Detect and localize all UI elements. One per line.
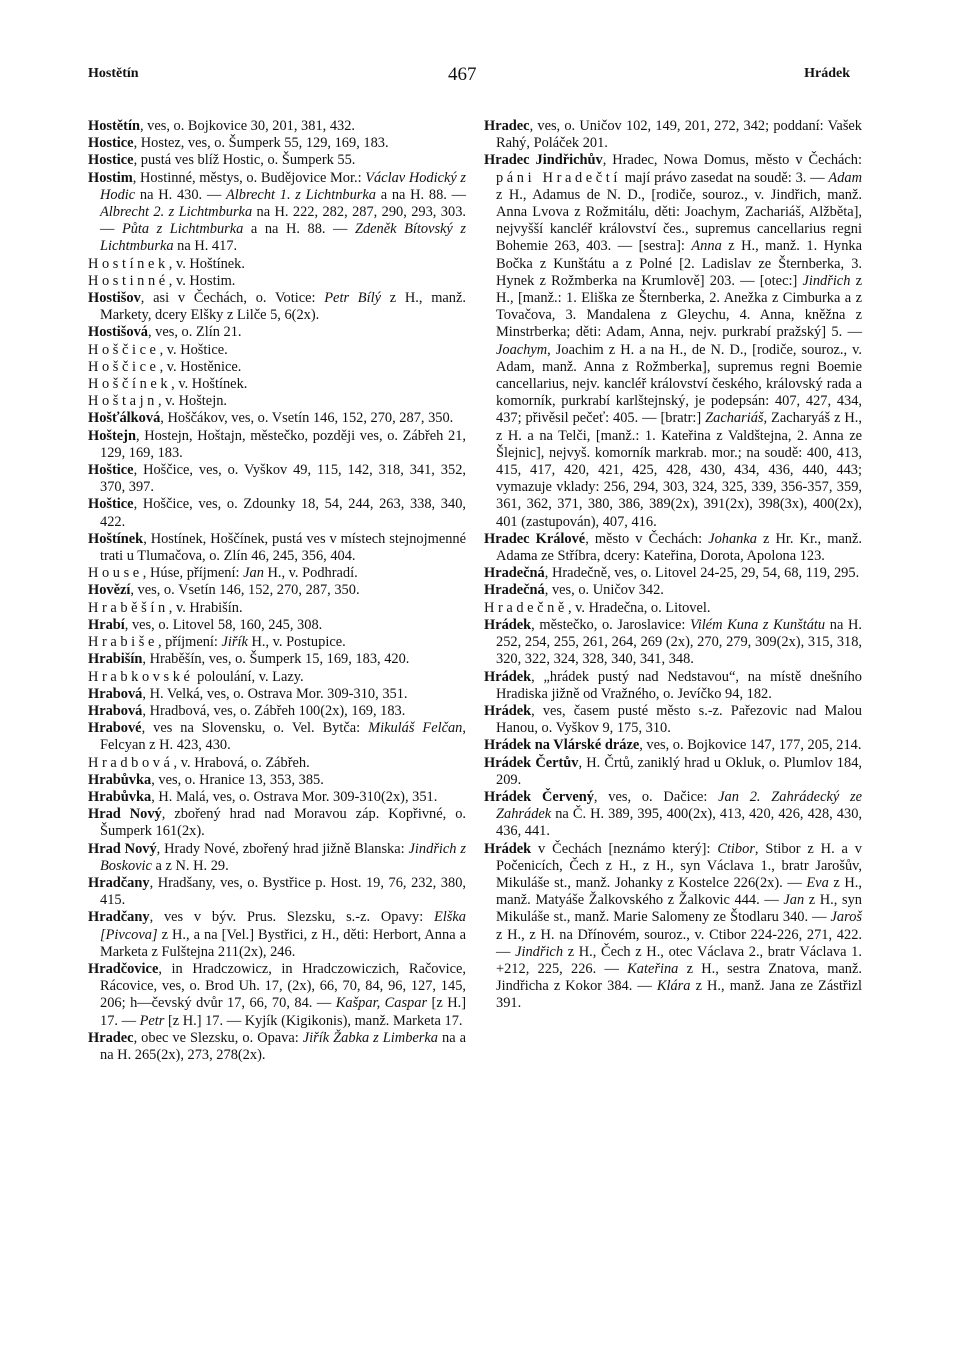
index-entry: [484, 841, 862, 1013]
entry-text: poloulání, v. Lazy.: [193, 668, 304, 685]
entry-text: , ves, o. Hranice 13, 353, 385.: [151, 771, 324, 788]
entry-text: z H., [manž.: 1. Eliška ze Šternberka, 2. Anežka z Cimburka a z Tovačova, 3. Mandalena z Gleychu, 4. Anna, kněžna z Minstrberka; děti: Adam, Anna, nejv. purkrabí pražský] 5. —: [496, 272, 862, 341]
entry-text: Eva: [806, 874, 829, 891]
entry-headword: Hostišov: [88, 290, 141, 307]
index-entry: [88, 686, 466, 703]
entry-text: , Hrady Nové, zbořený hrad jižně Blanska:: [156, 840, 409, 857]
entry-text: z H., manž. Markety, dcery Elšky z Lilče 5, 6(2x).: [100, 290, 466, 324]
index-entry: [484, 600, 862, 617]
index-column-left: [88, 118, 466, 1064]
entry-headword: Hostínek: [88, 255, 169, 272]
entry-text: z H., Adamus de N. D., [rodiče, souroz., v. Jindřich, manž. Anna Lvova z Rožmitálu, děti: Joachym, Zachariáš, Alžběta], nejvyšší kancléř království čes., supremus cancellarius regni Bohemie 263, 403. — [sestra]:: [496, 186, 862, 255]
entry-headword: Hradčany: [88, 909, 150, 926]
entry-text: Johanka: [708, 530, 757, 547]
entry-headword: Hoštice: [88, 496, 134, 513]
index-entry: [88, 1030, 466, 1064]
entry-text: , ves, o. Zlín 21.: [147, 324, 242, 341]
entry-headword: Hradečná: [484, 565, 545, 582]
entry-headword: Hrabůvka: [88, 788, 152, 805]
entry-text: Zachariáš: [705, 410, 764, 427]
entry-headword: Hrádek: [484, 616, 532, 633]
entry-text: , ves, o. Vsetín 146, 152, 270, 287, 350.: [130, 582, 360, 599]
entry-text: , Hradbová, ves, o. Zábřeh 100(2x), 169, 183.: [142, 702, 406, 719]
entry-text: , ves na Slovensku, o. Vel. Bytča:: [141, 720, 369, 737]
index-entry: [88, 772, 466, 789]
entry-text: Jan 2. Zahrádecký ze Zahrádek: [496, 788, 862, 823]
entry-text: , v. Hostim.: [168, 272, 236, 289]
entry-text: , H. Črtů, zaniklý hrad u Okluk, o. Plumlov 184, 209.: [496, 754, 862, 788]
entry-headword: Hradčovice: [88, 960, 159, 977]
entry-headword: Hrabišín: [88, 651, 143, 668]
entry-text: mají právo zasedat na soudě: 3. —: [620, 169, 829, 186]
index-entry: [88, 651, 466, 668]
entry-text: , ves, o. Bojkovice 147, 177, 205, 214.: [639, 737, 862, 754]
index-entry: [484, 737, 862, 754]
entry-text: z H., z H. na Dřínovém, souroz., v. Ctibor 224-226, 271, 422. —: [496, 926, 862, 960]
entry-text: , H. Malá, ves, o. Ostrava Mor. 309-310(2x), 351.: [151, 788, 438, 805]
entry-headword: Hoštínek: [88, 530, 144, 547]
index-entry: [88, 428, 466, 462]
index-entry: [484, 789, 862, 841]
entry-text: na H. 222, 282, 287, 290, 293, 303. —: [100, 204, 466, 238]
entry-text: , Zacharyáš z H., z H. a na Telči, [manž.: 1. Kateřina z Valdštejna, 2. Anna ze Šlejnic], nejvyš. komorník markrab. mor.; na soudě: 400, 413, 415, 417, 420, 421, 425, 428, 430, 434, 436, 440, 443; vymazuje vklady: 256, 294, 303, 324, 325, 339, 356-357, 359, 361, 362, 371, 380, 386, 389(2x), 391(2x), 398(3x), 400(2x), 401 (zastupován), 407, 416.: [496, 410, 862, 530]
entry-text: Jindřich: [802, 272, 851, 289]
index-entry: [88, 531, 466, 565]
entry-text: Kateřina: [627, 960, 679, 977]
entry-headword: Hradec: [484, 118, 530, 134]
index-entry: [88, 909, 466, 961]
entry-text: , v. Hoštice.: [159, 341, 228, 358]
entry-text: Jiřík Žabka z Limberka: [302, 1029, 438, 1046]
index-entry: [88, 118, 466, 135]
index-entry: [88, 841, 466, 875]
entry-headword: páni Hradečtí: [496, 169, 621, 186]
page-header: [88, 66, 850, 88]
entry-headword: Hrabové: [88, 720, 142, 737]
entry-headword: Hrabová: [88, 702, 143, 719]
entry-headword: Hrabkovské: [88, 668, 194, 685]
entry-text: na H. 417.: [173, 238, 238, 255]
page-number: 467: [448, 64, 477, 85]
index-entry: [88, 359, 466, 376]
entry-text: , pustá ves blíž Hostic, o. Šumperk 55.: [133, 152, 356, 169]
entry-text: , Hostez, ves, o. Šumperk 55, 129, 169, 183.: [133, 135, 389, 152]
index-entry: [88, 703, 466, 720]
entry-text: H., v. Podhradí.: [263, 565, 358, 582]
entry-text: , Hoščice, ves, o. Vyškov 49, 115, 142, 318, 341, 352, 370, 397.: [100, 462, 466, 496]
entry-text: , ves, o. Litovel 58, 160, 245, 308.: [124, 616, 323, 633]
entry-text: v Čechách [neznámo který]:: [531, 840, 718, 857]
entry-text: , zbořený hrad nad Moravou záp. Kopřivné, o. Šumperk 161(2x).: [100, 806, 466, 840]
entry-text: Petr: [139, 1012, 165, 1029]
entry-text: Albrecht 1. z Lichtnburka: [226, 186, 376, 203]
entry-text: , ves, o. Dačice:: [593, 788, 719, 805]
entry-text: , v. Hoštínek.: [168, 255, 245, 272]
entry-text: a z N. H. 29.: [151, 857, 229, 874]
entry-headword: Hrad Nový: [88, 840, 157, 857]
entry-text: Joachym: [496, 341, 548, 358]
entry-text: , Hraběšín, ves, o. Šumperk 15, 169, 183, 420.: [142, 651, 410, 668]
index-entry: [88, 152, 466, 169]
entry-text: Jindřich: [515, 943, 564, 960]
entry-text: Zdeněk Bítovský z Lichtmburka: [100, 221, 466, 255]
index-entry: [88, 290, 466, 324]
index-entry: [88, 496, 466, 530]
index-entry: [484, 669, 862, 703]
entry-headword: Hradec: [88, 1029, 134, 1046]
index-entry: [88, 135, 466, 152]
entry-text: , Hoščákov, ves, o. Vsetín 146, 152, 270, 287, 350.: [160, 410, 454, 427]
index-entry: [484, 152, 862, 530]
entry-headword: Hradčany: [88, 874, 150, 891]
entry-text: na a na H. 265(2x), 273, 278(2x).: [100, 1029, 466, 1063]
entry-headword: Hradbová: [88, 754, 174, 771]
entry-text: , in Hradczowicz, in Hradczowiczich, Račovice, Rácovice, ves, o. Brod Uh. 17, (2x), 66, 70, 84, 96, 127, 145, 206; h—čevský dvůr 17, 66, 70, 84. —: [100, 960, 466, 1012]
entry-headword: Hostim: [88, 169, 133, 186]
index-entry: [88, 789, 466, 806]
entry-headword: Hoščice: [88, 341, 160, 358]
entry-text: Adam: [828, 169, 862, 186]
index-entry: [88, 170, 466, 256]
entry-text: , obec ve Slezsku, o. Opava:: [133, 1029, 303, 1046]
index-entry: [484, 565, 862, 582]
entry-text: z H., manž. 1. Hynka Bočka z Kunštátu a z Polné [2. Ladislav ze Šternberka, 3. Hynek z Rožmberka na Krumlově] 203. — [otec:]: [496, 238, 862, 289]
index-entry: [88, 600, 466, 617]
entry-text: , ves, o. Uničov 102, 149, 201, 272, 342; poddaní: Vašek Rahý, Poláček 201.: [496, 118, 862, 152]
index-entry: [484, 118, 862, 152]
entry-headword: Hradec Jindřichův: [484, 152, 603, 169]
entry-headword: House: [88, 565, 143, 582]
index-entry: [484, 582, 862, 599]
entry-text: , Hoščice, ves, o. Zdounky 18, 54, 244, 263, 338, 340, 422.: [100, 496, 466, 530]
entry-text: Petr Bílý: [324, 290, 381, 307]
entry-text: , asi v Čechách, o. Votice:: [140, 290, 325, 307]
index-entry: [88, 875, 466, 909]
running-head-left: Hostětín: [88, 66, 139, 81]
entry-headword: Hostice: [88, 135, 134, 152]
entry-text: , příjmení:: [157, 634, 222, 651]
index-entry: [88, 393, 466, 410]
entry-headword: Hrádek: [484, 840, 532, 857]
entry-text: , Hradečně, ves, o. Litovel 24-25, 29, 54, 68, 119, 295.: [544, 565, 860, 582]
entry-text: H., v. Postupice.: [247, 634, 346, 651]
index-entry: [88, 462, 466, 496]
entry-text: , městečko, o. Jaroslavice:: [531, 616, 690, 633]
entry-headword: Hoščice: [88, 358, 160, 375]
entry-headword: Hrabiše: [88, 634, 158, 651]
entry-headword: Hoštejn: [88, 427, 136, 444]
entry-headword: Hrádek Čertův: [484, 754, 579, 771]
entry-text: , H. Velká, ves, o. Ostrava Mor. 309-310, 351.: [142, 685, 408, 702]
entry-headword: Hošťálková: [88, 410, 161, 427]
entry-headword: Hostětín: [88, 118, 140, 134]
entry-text: z H., manž. Matyáše Žalkovského z Žalkovic 444. —: [496, 874, 862, 909]
entry-text: Jindřich z Boskovic: [100, 840, 467, 874]
index-entry: [484, 617, 862, 669]
entry-headword: Hrad Nový: [88, 806, 162, 823]
index-entry: [88, 273, 466, 290]
entry-text: , v. Hrabišín.: [168, 599, 243, 616]
index-column-right: [484, 118, 862, 1013]
entry-text: [z H.] 17. —: [100, 995, 466, 1029]
entry-headword: Hrádek Červený: [484, 788, 594, 805]
entry-text: na Č. H. 389, 395, 400(2x), 413, 420, 426, 428, 430, 436, 441.: [496, 806, 862, 840]
entry-text: Albrecht 2. z Lichtmburka: [100, 204, 253, 221]
entry-text: , Hostínek, Hoščínek, pustá ves v místech stejnojmenné trati u Tlumačova, o. Zlín 46, 245, 356, 404.: [100, 530, 466, 565]
entry-text: , Hradšany, ves, o. Bystřice p. Host. 19, 76, 232, 380, 415.: [100, 874, 466, 909]
entry-text: Vilém Kuna z Kunštátu: [689, 616, 826, 633]
entry-text: , Hradec, Nowa Domus, město v Čechách:: [602, 152, 862, 169]
entry-headword: Hrabí: [88, 616, 125, 633]
entry-text: Václav Hodický z Hodic: [100, 169, 466, 203]
entry-text: , Stibor z H. a v Počenicích, Čech z H., z H., syn Václava 1., bratr Jarošův, Mikuláše st., manž. Johanky z Kostelce 226(2x). —: [496, 840, 862, 891]
index-entry: [88, 376, 466, 393]
entry-headword: Hrádek: [484, 702, 532, 719]
entry-headword: Hostinné: [88, 272, 169, 289]
entry-text: , ves v býv. Prus. Slezsku, s.-z. Opavy:: [149, 909, 435, 926]
index-entry: [484, 703, 862, 737]
entry-text: , ves, časem pusté město s.-z. Pařezovic nad Malou Hanou, o. Vyškov 9, 175, 310.: [496, 702, 862, 737]
entry-text: z Hr. Kr., manž. Adama ze Stříbra, dcery: Kateřina, Dorota, Apolona 123.: [496, 530, 862, 565]
index-entry: [88, 617, 466, 634]
entry-text: , Felcyan z H. 423, 430.: [100, 720, 466, 754]
index-entry: [88, 755, 466, 772]
entry-text: , v. Hoštínek.: [171, 376, 248, 393]
entry-headword: Hoštice: [88, 462, 134, 479]
entry-text: Mikuláš Felčan: [368, 720, 463, 737]
index-entry: [484, 755, 862, 789]
entry-text: Anna: [691, 238, 722, 255]
index-entry: [88, 342, 466, 359]
entry-text: Elška [Pivcova]: [100, 909, 466, 943]
entry-headword: Hraběšín: [88, 599, 169, 616]
entry-text: , „hrádek pustý nad Nedstavou“, na místě dnešního Hradiska jižně od Vražného, o. Jevíčko 94, 182.: [496, 668, 862, 702]
entry-text: z H., syn Mikuláše st., manž. Marie Salomeny ze Štodlaru 340. —: [496, 892, 862, 926]
entry-text: na H. 430. —: [135, 186, 226, 203]
entry-headword: Hrádek na Vlárské dráze: [484, 737, 640, 754]
entry-headword: Hrabová: [88, 685, 143, 702]
entry-text: , Húse, příjmení:: [142, 565, 244, 582]
index-entry: [88, 582, 466, 599]
entry-text: z H., Čech z H., otec Václava 2., bratr Václava 1. +212, 225, 226. —: [496, 943, 862, 977]
entry-headword: Hostice: [88, 152, 134, 169]
entry-headword: Hoščínek: [88, 376, 172, 393]
entry-text: a na H. 88. —: [243, 221, 355, 238]
entry-text: z H., a na [Vel.] Bystřici, z H., děti: Herbort, Anna a Marketa z Fulštejna 211(2x), 246.: [100, 926, 466, 960]
entry-headword: Hovězí: [88, 582, 131, 599]
entry-text: z H., manž. Jana ze Zástřizl 391.: [496, 978, 862, 1012]
entry-text: Jan: [243, 565, 264, 582]
entry-text: z H., sestra Znatova, manž. Jindřicha z Kokor 384. —: [496, 960, 862, 995]
entry-text: , Hostejn, Hoštajn, městečko, později ves, o. Zábřeh 21, 129, 169, 183.: [100, 427, 466, 461]
entry-text: [z H.] 17. — Kyjík (Kigikonis), manž. Marketa 17.: [164, 1012, 463, 1029]
entry-text: , v. Hoštejn.: [157, 393, 227, 410]
entry-headword: Hrádek: [484, 668, 532, 685]
entry-text: Jiřík: [221, 634, 248, 651]
entry-text: , město v Čechách:: [585, 530, 709, 547]
running-head-right: Hrádek: [804, 66, 850, 81]
entry-text: , Hostinné, městys, o. Budějovice Mor.:: [132, 169, 366, 186]
index-entry: [88, 961, 466, 1030]
entry-text: , v. Hrabová, o. Zábřeh.: [173, 754, 310, 771]
entry-text: Jaroš: [830, 909, 862, 926]
entry-text: na H. 252, 254, 255, 261, 264, 269 (2x), 270, 279, 309(2x), 315, 318, 320, 322, 324, 328, 340, 341, 348.: [496, 616, 862, 668]
index-entry: [88, 410, 466, 427]
entry-headword: Hostišová: [88, 324, 148, 341]
index-entry: [88, 669, 466, 686]
entry-text: a na H. 88. —: [375, 186, 467, 203]
entry-headword: Hradečně: [484, 599, 568, 616]
entry-text: , v. Hostěnice.: [159, 358, 242, 375]
entry-text: , Joachim z H. a na H., de N. D., [rodiče, souroz., v. Adam, manž. Anna z Rožmberka], supremus regni Boemie cancellarius, nejv. kancléř království českého, královský rada a komorník, purkrabí karlštejnský, je podepsán: 407, 427, 434, 437; přivěsil pečeť: 405. — [bratr:]: [496, 341, 862, 427]
entry-headword: Hradečná: [484, 582, 545, 599]
index-entry: [88, 634, 466, 651]
entry-text: , ves, o. Bojkovice 30, 201, 381, 432.: [139, 118, 356, 134]
index-entry: [484, 531, 862, 565]
entry-text: , ves, o. Uničov 342.: [544, 582, 664, 599]
index-entry: [88, 565, 466, 582]
entry-text: Půta z Lichtmburka: [121, 221, 244, 238]
entry-text: , v. Hradečna, o. Litovel.: [567, 599, 711, 616]
entry-headword: Hoštajn: [88, 393, 158, 410]
index-entry: [88, 720, 466, 754]
entry-text: Kašpar, Caspar: [335, 995, 428, 1012]
index-entry: [88, 806, 466, 840]
entry-headword: Hrabůvka: [88, 771, 152, 788]
entry-text: Klára: [656, 978, 691, 995]
entry-headword: Hradec Králové: [484, 530, 586, 547]
entry-text: Ctibor: [717, 840, 755, 857]
index-entry: [88, 256, 466, 273]
entry-text: Jan: [783, 892, 805, 909]
index-entry: [88, 324, 466, 341]
